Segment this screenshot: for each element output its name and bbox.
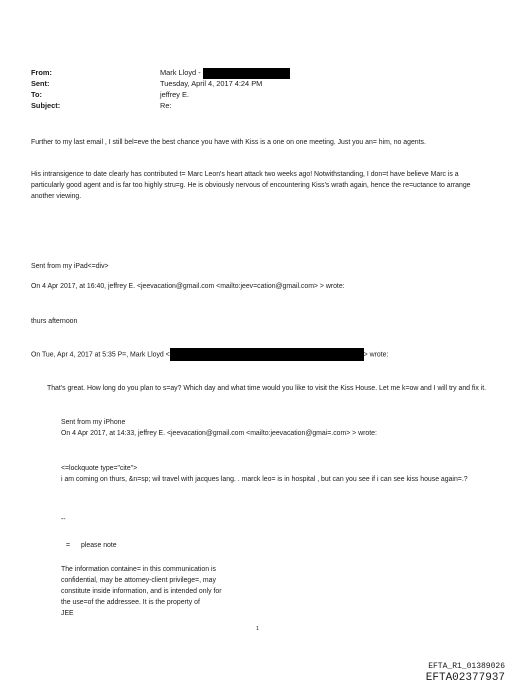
thurs-afternoon-line: thurs afternoon <box>31 318 78 325</box>
page-number: 1 <box>256 626 260 632</box>
subject-label: Subject: <box>31 101 61 110</box>
footer-line-1: The information containe= in this communication is <box>61 566 216 573</box>
to-label: To: <box>31 90 42 99</box>
redaction-box <box>170 348 364 361</box>
footer-line-3: constitute inside information, and is intended only for <box>61 588 222 595</box>
body-paragraph-4: i am coming on thurs, &n=sp; wil travel with jacques lang. . marck leo= is in hospital , but can you see if i can see kiss house again=.? <box>61 476 468 483</box>
blockquote-tag: <=lockquote type="cite"> <box>61 465 138 472</box>
quote-header-3: On 4 Apr 2017, at 14:33, jeffrey E. <jeevacation@gmail.com <mailto:jeevacation@gmai=.com> > wrote: <box>61 430 377 437</box>
to-value: jeffrey E. <box>160 90 190 99</box>
sent-value: Tuesday, April 4, 2017 4:24 PM <box>160 79 263 88</box>
body-paragraph-2: His intransigence to date clearly has contributed t= Marc Leon's heart attack two weeks ago! Notwithstanding, I don=t have believe Marc is a particularly good agent and is far too highly stru=g. He is obviously nervous of encountering Kiss's wrath again, hence the re=uctance to arrange another viewing. <box>31 171 471 200</box>
from-label: From: <box>31 68 52 77</box>
bates-stamp-large: EFTA02377937 <box>425 672 505 684</box>
footer-line-5: JEE <box>61 610 74 617</box>
subject-value: Re: <box>160 101 172 110</box>
body-paragraph-3: That's great. How long do you plan to s=ay? Which day and what time would you like to visit the Kiss House. Let me k=ow and I will try and fix it. <box>47 385 487 392</box>
sender-name: Mark Lloyd - <box>160 68 201 77</box>
quote-header-1: On 4 Apr 2017, at 16:40, jeffrey E. <jeevacation@gmail.com <mailto:jeev=cation@gmail.com> > wrote: <box>31 283 345 290</box>
sent-from-ipad: Sent from my iPad<=div> <box>31 263 109 270</box>
please-note: please note <box>81 542 117 549</box>
bullet-marker: = <box>66 542 71 549</box>
bates-stamp-small: EFTA_R1_01389026 <box>428 662 505 671</box>
quote-header-2-end: > wrote: <box>363 351 389 359</box>
sent-label: Sent: <box>31 79 50 88</box>
quote-header-2-start: On Tue, Apr 4, 2017 at 5:35 P=, Mark Lloyd < <box>31 351 170 359</box>
footer-line-2: confidential, may be attorney-client privilege=, may <box>61 577 216 584</box>
sent-from-iphone: Sent from my iPhone <box>61 419 126 426</box>
signature-dashes: -- <box>61 516 66 523</box>
footer-line-4: the use=of the addressee. It is the property of <box>61 599 200 606</box>
from-value <box>160 67 290 79</box>
redaction-box <box>203 68 290 79</box>
body-paragraph-1: Further to my last email , I still bel=eve the best chance you have with Kiss is a one on one meeting. Just you an= him, no agents. <box>31 139 426 146</box>
quote-header-2 <box>31 348 483 361</box>
